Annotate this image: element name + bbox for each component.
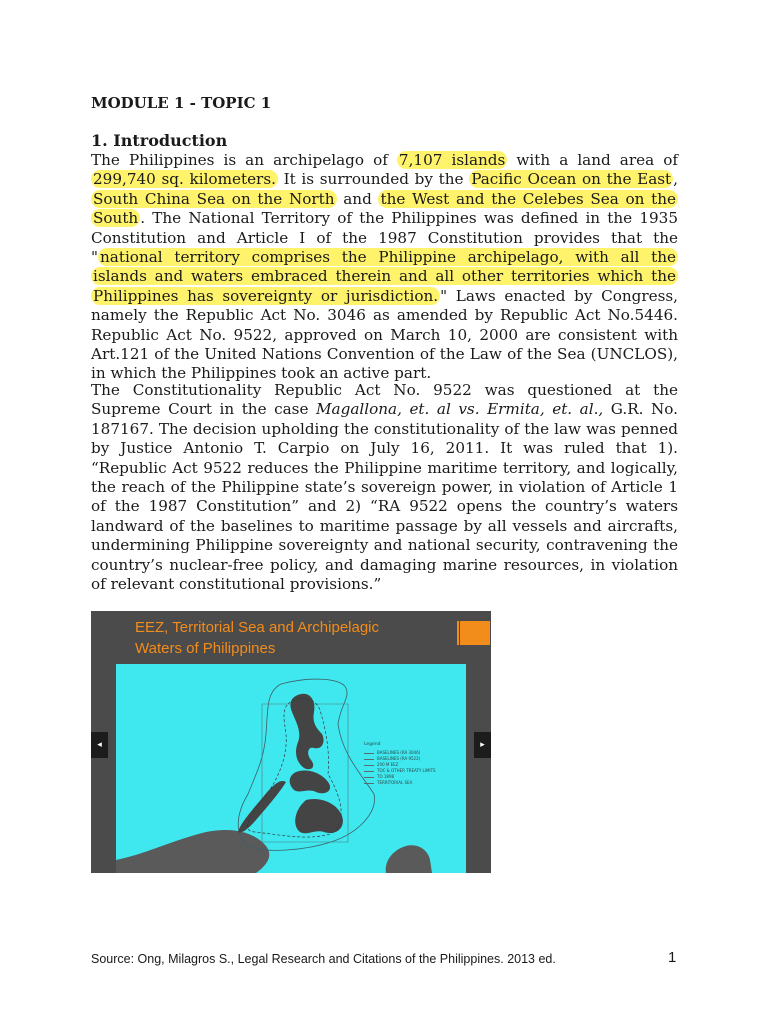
map-legend [364, 742, 444, 786]
constitutionality-paragraph [91, 381, 678, 594]
borneo-landmass [116, 830, 269, 873]
page-number: 1 [668, 949, 677, 966]
text-run: It is surrounded by the [277, 170, 470, 189]
text-run: The Constitutionality Republic Act No. 9522 was questioned at the Supreme Court in the case [91, 381, 678, 419]
legend-item: TOC & OTHER TREATY LIMITS [364, 768, 444, 774]
slide-prev-button[interactable]: ◂ [91, 732, 108, 758]
legend-item: 200 M EEZ [364, 762, 444, 768]
slide-title [135, 617, 455, 659]
module-title: MODULE 1 - TOPIC 1 [91, 94, 272, 112]
highlight-national-territory: national territory comprises the Philippine archipelago, with all the islands and waters embraced therein and all other territories which the Philippines has sovereignty or jurisdiction. [93, 248, 676, 305]
slide-accent-block [460, 621, 490, 645]
slide-next-button[interactable]: ▸ [474, 732, 491, 758]
text-run: . The National Territory of the Philippines was defined in the 1935 Constitution and Article I of the 1987 Constitution provides that the " [91, 209, 678, 267]
text-run: The Philippines is an archipelago of [91, 151, 397, 169]
highlight-celebes-sea: the West and the Celebes Sea on the South [93, 189, 676, 228]
slide-title-line-2: Waters of Philippines [135, 640, 276, 657]
case-name: Magallona, et. al vs. Ermita, et. al., [316, 400, 604, 419]
text-run: with a land area of [507, 151, 678, 169]
map-canvas [116, 664, 466, 873]
footer-source: Source: Ong, Milagros S., Legal Research and Citations of the Philippines. 2013 ed. [91, 952, 556, 966]
small-landmass [386, 845, 432, 873]
highlight-land-area: 299,740 sq. kilometers. [93, 170, 276, 189]
legend-item: TERRITORIAL SEA [364, 780, 444, 786]
legend-item: BASELINES (RA 9522) [364, 756, 444, 762]
map-slide [91, 611, 491, 873]
intro-paragraph [91, 151, 678, 384]
mindanao-island [295, 799, 343, 833]
highlight-pacific: Pacific Ocean on the East [471, 170, 672, 189]
legend-title: Legend [364, 742, 381, 747]
legend-item: BASELINES (RA 3046) [364, 750, 444, 756]
slide-accent-bar [457, 621, 459, 645]
legend-item: TO 1898 [364, 774, 444, 780]
text-run: and [336, 189, 379, 208]
highlight-islands: 7,107 islands [398, 151, 506, 169]
visayas-islands [290, 770, 330, 793]
luzon-island [290, 694, 323, 770]
highlight-south-china-sea: South China Sea on the North [93, 189, 335, 208]
text-run: , [673, 170, 678, 189]
text-run: G.R. No. 187167. The decision upholding the constitutionality of the law was penned by Justice Antonio T. Carpio on July 16, 2011. It was ruled that 1). “Republic Act 9522 reduces the Philippine maritime territory, and logically, the reach of the Philippine state’s sovereign power, in violation of Article 1 of the 1987 Constitution” and 2) “RA 9522 opens the country’s waters landward of the baselines to maritime passage by all vessels and aircrafts, undermining Philippine sovereignty and national security, contravening the country’s nuclear-free policy, and damaging marine resources, in violation of relevant constitutional provisions.” [91, 400, 678, 594]
slide-title-line-1: EEZ, Territorial Sea and Archipelagic [135, 619, 380, 636]
text-run: " Laws enacted by Congress, namely the Republic Act No. 3046 as amended by Republic Act No.5446. Republic Act No. 9522, approved on March 10, 2000 are consistent with Art.121 of the United Nations Convention of the Law of the Sea (UNCLOS), in which the Philippines took an active part. [91, 286, 679, 383]
section-heading: 1. Introduction [91, 131, 228, 150]
